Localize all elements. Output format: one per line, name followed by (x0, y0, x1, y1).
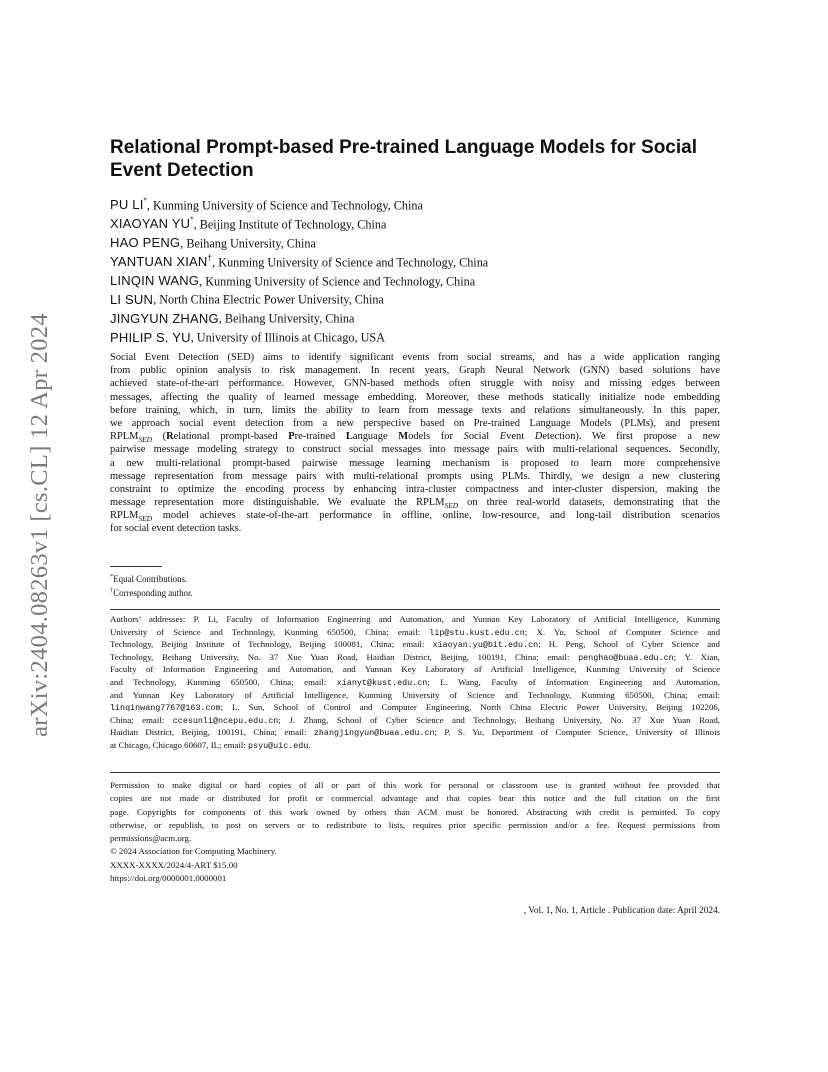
abstract-line: we approach social event detection from a new perspective based on Pre-trained Language Models (PLMs), and present (110, 417, 720, 429)
model-name: RPLM (110, 510, 139, 522)
author-name-text: HAO PENG (110, 235, 181, 251)
author-name-text: LINQIN WANG (110, 272, 200, 288)
author-name (110, 216, 194, 231)
address-text: ; X. Yu, School of Computer Science and (524, 626, 720, 637)
author-name (110, 330, 191, 345)
permission-notice (110, 779, 720, 885)
paper-title (110, 136, 720, 182)
arxiv-stamp (20, 290, 60, 760)
email-link[interactable]: linqinwang7767@163.com (110, 703, 221, 714)
author-name (110, 254, 212, 269)
abstract-line: constraint to optimize the encoding process by enhancing intra-cluster compactness and inter-cluster dispersion, making the (110, 483, 720, 495)
abstract-line (110, 509, 720, 522)
address-line (110, 739, 720, 752)
abstract-line: for social event detection tasks. (110, 523, 242, 535)
author-entry (110, 269, 720, 288)
author-addresses (110, 613, 720, 752)
email-link[interactable]: zhangjingyun@buaa.edu.cn (313, 728, 435, 739)
copyright-line: © 2024 Association for Computing Machinery. (110, 846, 277, 857)
address-line: and Yunnan Key Laboratory of Artificial Intelligence, Kunming University of Science and Technology, Kunming 650500, China; email: (110, 689, 720, 700)
arxiv-stamp-text: arXiv:2404.08263v1 [cs.CL] 12 Apr 2024 (26, 313, 53, 737)
acronym-letter: R (166, 431, 174, 443)
author-entry (110, 193, 720, 212)
author-name-text: LI SUN (110, 291, 154, 307)
address-line: Faculty of Information Engineering and Automation, and Yunnan Key Laboratory of Artificial Intelligence, Kunming University of Science (110, 664, 720, 675)
author-name-text: PHILIP S. YU (110, 329, 191, 345)
abstract-line: before training, which, in turn, limits the ability to learn from message texts and relations simultaneously. In this paper, (110, 404, 720, 416)
footnote-equal (110, 571, 193, 585)
address-line (110, 626, 720, 639)
abstract-line (110, 496, 720, 509)
footnote-rule (110, 566, 162, 567)
author-affiliation: , University of Illinois at Chicago, USA (190, 330, 385, 345)
email-link[interactable]: xiaoyan.yu@bit.edu.cn (432, 640, 539, 651)
model-name: RPLM (416, 497, 445, 509)
model-subscript: SED (138, 435, 152, 445)
abstract-line: from public opinion analysis to risk management. In recent years, Graph Neural Network (GNN) based solutions have (110, 365, 720, 377)
address-text: ; L. Wang, Faculty of Information Engineering and Automation, (427, 676, 720, 687)
acronym-letter: E (499, 431, 507, 443)
abstract-text: etection). We first propose a new (542, 431, 720, 443)
address-line (110, 714, 720, 727)
acronym-letter: M (398, 431, 409, 443)
author-name-text: YANTUAN XIAN (110, 254, 208, 269)
permission-line: Permission to make digital or hard copies of all or part of this work for personal or classroom use is granted without fee provided that (110, 780, 720, 790)
author-name (110, 197, 147, 212)
abstract-line: pairwise message modeling strategy to construct social messages into message pairs with multi-relational sequences. Secondly, (110, 444, 720, 456)
email-link[interactable]: xianyt@kust.edu.cn (336, 677, 428, 688)
abstract-line: message representation from message pairs with multi-relational prompts using PLMs. Thirdly, we design a new clustering (110, 470, 720, 482)
model-subscript: SED (138, 514, 152, 524)
doi-link[interactable]: https://doi.org/0000001.0000001 (110, 873, 227, 884)
footnote-corresponding (110, 585, 193, 599)
author-mark: * (190, 215, 194, 225)
abstract-text: model achieves state-of-the-art performance in offline, online, low-resource, and long-tail distribution scenarios (152, 510, 720, 522)
acronym-letter: D (534, 431, 543, 443)
abstract-text: message representation more distinguishable. We evaluate the (110, 497, 417, 509)
abstract-text: anguage (352, 431, 399, 443)
author-entry (110, 231, 720, 250)
author-name (110, 235, 180, 250)
author-entry (110, 306, 720, 325)
author-entry (110, 250, 720, 269)
acronym-letter: P (288, 431, 295, 443)
address-text: ; Y. Xian, (673, 651, 720, 662)
address-line (110, 651, 720, 664)
author-affiliation: , Beihang University, China (218, 311, 355, 326)
title-line: Relational Prompt-based Pre-trained Language Models for Social (110, 137, 697, 158)
address-text: ; J. Zhang, School of Cyber Science and Technology, Beihang University, No. 37 Xue Yuan Road, (278, 714, 720, 725)
permission-email[interactable]: permissions@acm.org. (110, 833, 192, 844)
author-affiliation: , Kunming University of Science and Technology, China (146, 198, 423, 213)
address-text: at Chicago, Chicago 60607, IL; email: (110, 739, 249, 750)
author-list (110, 193, 720, 344)
address-text: Technology, Beihang University, No. 37 Xue Yuan Road, Haidian District, Beijing, 100191, China; email: (110, 651, 579, 662)
address-text: and Technology, Kunming 650500, China; email: (110, 676, 337, 687)
acronym-letter: S (463, 431, 469, 443)
abstract-text: elational prompt-based (173, 431, 289, 443)
abstract-text: vent (506, 431, 535, 443)
model-name: RPLM (110, 431, 139, 443)
author-affiliation: , Beihang University, China (180, 236, 316, 251)
address-line: Authors’ addresses: P. Li, Faculty of Information Engineering and Automation, and Yunnan Key Laboratory of Artificial Intelligence, Kunming (110, 614, 720, 624)
address-top-rule (110, 609, 720, 610)
abstract-text: ocial (468, 431, 500, 443)
email-link[interactable]: penghao@buaa.edu.cn (578, 652, 674, 663)
acronym-letter: L (345, 431, 353, 443)
author-name (110, 292, 153, 307)
email-link[interactable]: lip@stu.kust.edu.cn (429, 627, 525, 638)
email-link[interactable]: ccesunli@ncepu.edu.cn (172, 715, 279, 726)
abstract-line: $RPLM_{SED}$ (Relational prompt-based Pre-trained Language Models for Social Event Detection). We first propose a new (110, 431, 720, 445)
abstract-text: on three real-world datasets, demonstrating that the (458, 497, 720, 509)
email-link[interactable]: psyu@uic.edu (248, 740, 309, 751)
author-name-text: XIAOYAN YU (110, 216, 191, 232)
isbn-line: XXXX-XXXX/2024/4-ART $15.00 (110, 859, 238, 870)
author-affiliation: , Beijing Institute of Technology, China (193, 217, 387, 232)
abstract-text: odels for (408, 431, 464, 443)
author-name (110, 311, 219, 326)
model-subscript: SED (444, 501, 459, 511)
address-text: Haidian District, Beijing, 100191, China; email: (110, 727, 314, 738)
abstract-line: Social Event Detection (SED) aims to identify significant events from social streams, and has a wide application ranging (110, 352, 720, 363)
author-name (110, 273, 199, 288)
address-text: University of Science and Technology, Kunming 650500, China; email: (110, 626, 430, 637)
permission-line: page. Copyrights for components of this work owned by others than ACM must be honored. Abstracting with credit is permitted. To copy (110, 806, 720, 817)
abstract (110, 351, 720, 536)
footnote-text: Equal Contributions. (113, 573, 188, 584)
address-text: ; H. Peng, School of Cyber Science and (538, 639, 720, 650)
publication-info: , Vol. 1, No. 1, Article . Publication date: April 2024. (523, 906, 720, 916)
author-mark: * (143, 197, 147, 206)
address-line (110, 638, 720, 651)
permission-line: otherwise, or republish, to post on servers or to redistribute to lists, requires prior specific permission and/or a fee. Request permissions from (110, 819, 720, 830)
footnote-mark: † (110, 587, 114, 595)
author-entry (110, 212, 720, 231)
abstract-line: a new multi-relational prompt-based pairwise message learning mechanism is proposed to learn more comprehensive (110, 457, 720, 469)
address-line (110, 726, 720, 739)
address-text: ; L. Sun, School of Control and Computer Engineering, North China Electric Power University, Beijing 102206, (220, 702, 720, 713)
author-mark: † (207, 253, 213, 263)
author-name-text: PU LI (110, 197, 144, 213)
author-affiliation: , North China Electric Power University, China (153, 292, 384, 307)
author-affiliation: , Kunming University of Science and Technology, China (212, 255, 489, 269)
abstract-line: messages, affecting the quality of learned message embedding. Moreover, these methods statically initialize node embedding (110, 391, 720, 403)
address-text: . (308, 739, 311, 750)
permission-top-rule (110, 772, 720, 773)
abstract-text: re-trained (294, 431, 346, 443)
abstract-line: achieved state-of-the-art performance. However, GNN-based methods often struggle with noisy and missing edges between (110, 378, 720, 390)
author-entry (110, 325, 720, 344)
author-affiliation: , Kunming University of Science and Technology, China (199, 273, 476, 288)
footnotes (110, 571, 193, 600)
author-name-text: JINGYUN ZHANG (110, 310, 219, 326)
address-line (110, 701, 720, 714)
author-entry (110, 287, 720, 306)
address-line (110, 676, 720, 689)
address-text: ; P. S. Yu, Department of Computer Science, University of Illinois (434, 727, 720, 738)
title-line: Event Detection (110, 160, 254, 181)
footnote-mark: * (110, 573, 114, 580)
permission-line: copies are not made or distributed for profit or commercial advantage and that copies bear this notice and the full citation on the first (110, 793, 720, 804)
footnote-text: Corresponding author. (113, 588, 193, 599)
address-text: China; email: (110, 714, 173, 725)
address-text: Technology, Beijing Institute of Technology, Beijing 100081, China; email: (110, 639, 433, 650)
